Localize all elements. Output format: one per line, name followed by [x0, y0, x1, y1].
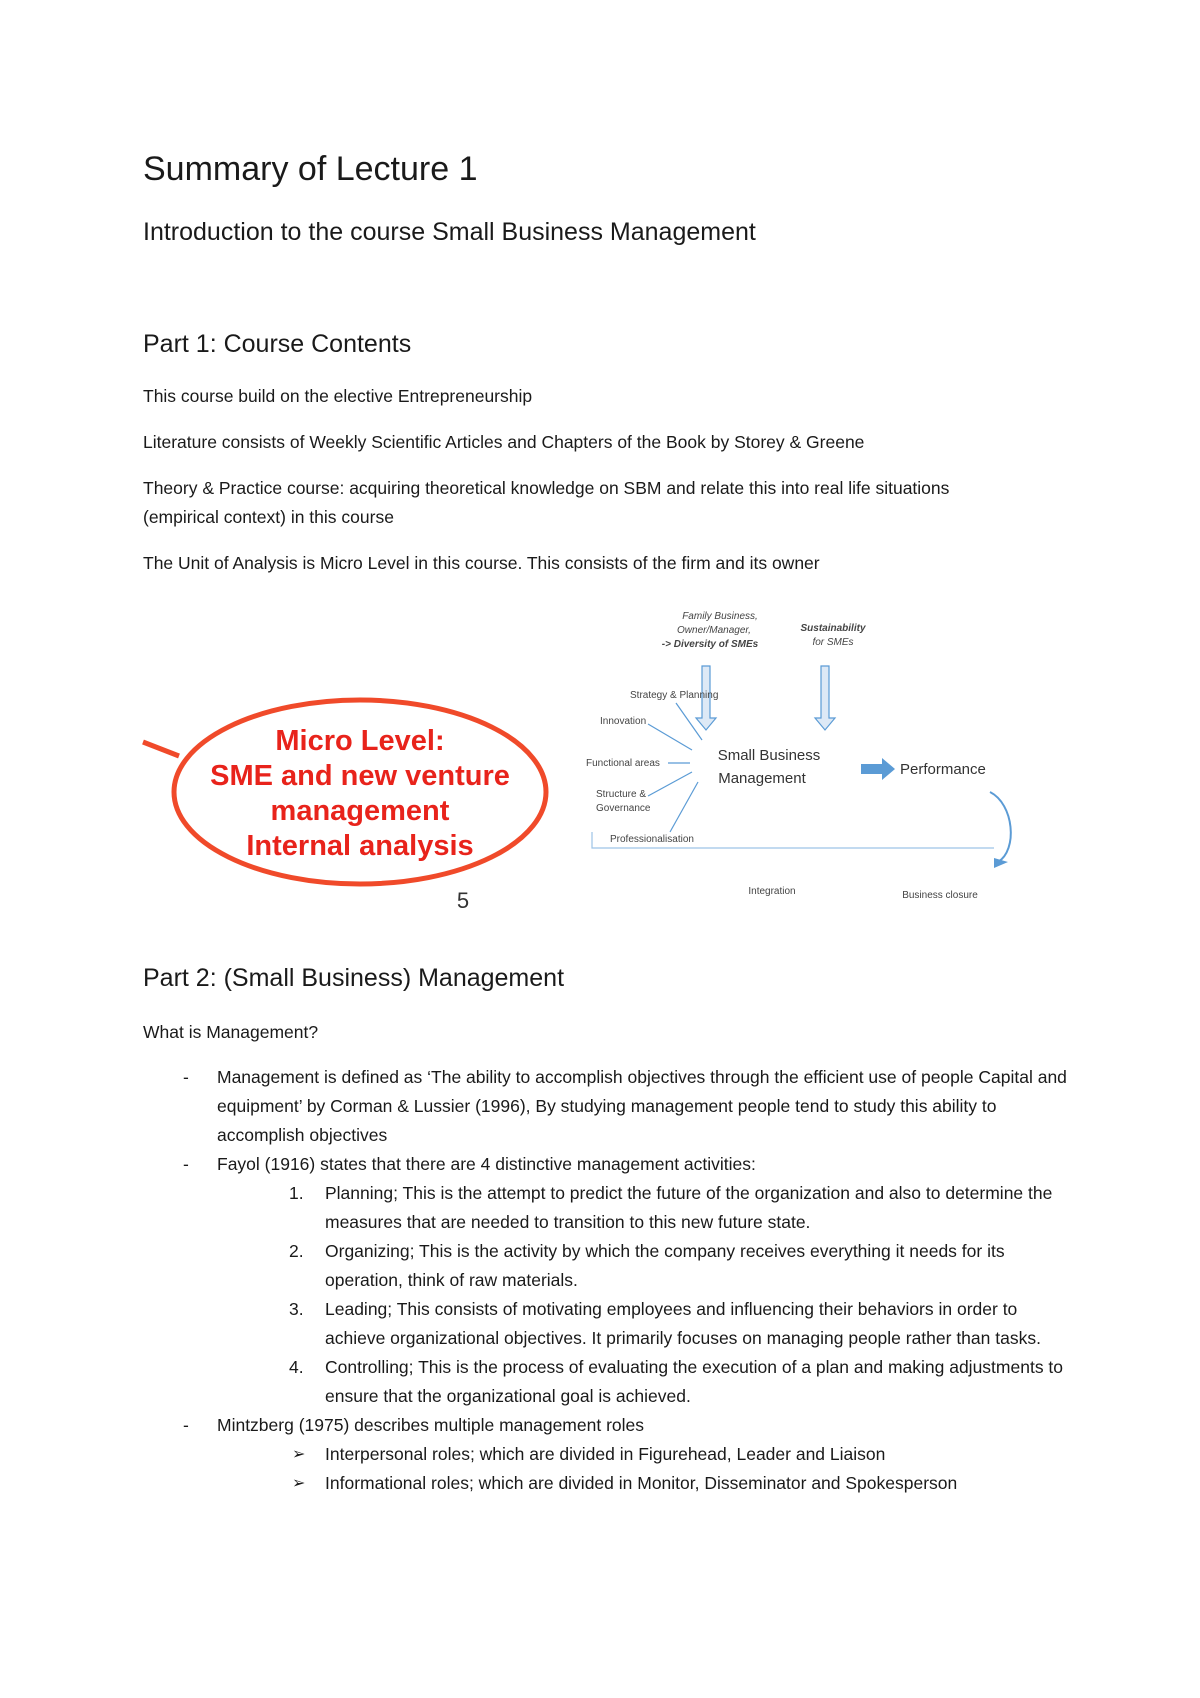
- micro-level-line: SME and new venture: [210, 760, 510, 792]
- business-closure-curve: [990, 792, 1011, 862]
- input-label: Professionalisation: [610, 834, 694, 845]
- input-arrow: [648, 772, 692, 796]
- list-item: - Management is defined as ‘The ability to accomplish objectives through the efficient use of people Capital and equipment’ by Corman & Lussier (1996), By studying management people tend to study this ability to accomplish objectives: [143, 1063, 1073, 1150]
- top-right-label: for SMEs: [812, 637, 854, 648]
- part2-list: [143, 1063, 1073, 1498]
- part1-heading: Part 1: Course Contents: [143, 330, 412, 358]
- input-label: Functional areas: [586, 758, 660, 769]
- slide-number: 5: [456, 888, 470, 913]
- fayol-item: [143, 1295, 1073, 1353]
- fayol-text: Controlling; This is the process of evaluating the execution of a plan and making adjustments to ensure that the organizational goal is achieved.: [325, 1357, 1064, 1406]
- fayol-text: Organizing; This is the activity by which the company receives everything it needs for its operation, think of raw materials.: [325, 1241, 1005, 1290]
- micro-level-line: Micro Level:: [275, 725, 445, 757]
- page-subtitle: Introduction to the course Small Business Management: [143, 218, 756, 246]
- micro-level-figure: [135, 690, 555, 930]
- down-arrow-icon: [815, 666, 835, 730]
- micro-level-line: management: [270, 795, 450, 827]
- right-arrow-icon: [861, 758, 895, 780]
- part2-question: What is Management?: [143, 1022, 319, 1042]
- performance-label: Performance: [900, 761, 986, 778]
- fayol-item: [143, 1179, 1073, 1237]
- role-text: Informational roles; which are divided in Monitor, Disseminator and Spokesperson: [325, 1473, 958, 1493]
- input-label: Innovation: [600, 716, 647, 727]
- list-item: - Fayol (1916) states that there are 4 distinctive management activities:: [143, 1150, 1073, 1179]
- top-left-label: Owner/Manager,: [677, 625, 751, 636]
- role-item: [143, 1469, 1073, 1498]
- fayol-number: 2.: [289, 1241, 304, 1261]
- sbm-center-label: Management: [718, 770, 806, 787]
- fayol-item: [143, 1353, 1073, 1411]
- sbm-center-label: Small Business: [717, 747, 821, 764]
- arrow-bullet-icon: ➢: [292, 1446, 306, 1463]
- fayol-number: 3.: [289, 1299, 304, 1319]
- part1-paragraph: Theory & Practice course: acquiring theoretical knowledge on SBM and relate this into real life situations (empirical context) in this course: [143, 478, 950, 527]
- fayol-item: [143, 1237, 1073, 1295]
- fayol-number: 4.: [289, 1357, 304, 1377]
- part1-paragraph: Literature consists of Weekly Scientific Articles and Chapters of the Book by Storey & Greene: [143, 432, 865, 452]
- sbm-diagram: [580, 600, 1040, 900]
- sbm-diagram-graphic: [580, 600, 1040, 900]
- arrow-bullet-icon: ➢: [292, 1475, 306, 1492]
- list-item: - Mintzberg (1975) describes multiple management roles: [143, 1411, 1073, 1440]
- top-right-label: Sustainability: [800, 623, 866, 634]
- top-left-label: Family Business,: [682, 611, 758, 622]
- input-arrow: [648, 724, 692, 750]
- role-item: [143, 1440, 1073, 1469]
- part1-paragraph: This course build on the elective Entrepreneurship: [143, 386, 533, 406]
- business-closure-label: Business closure: [902, 890, 978, 900]
- micro-level-line: Internal analysis: [246, 830, 474, 862]
- integration-label: Integration: [748, 886, 796, 897]
- pointer-line: [143, 742, 179, 756]
- top-left-label: -> Diversity of SMEs: [661, 639, 759, 650]
- fayol-text: Leading; This consists of motivating employees and influencing their behaviors in order to achieve organizational objectives. It primarily focuses on managing people rather than tasks.: [325, 1299, 1041, 1348]
- part1-paragraph: The Unit of Analysis is Micro Level in this course. This consists of the firm and its owner: [143, 553, 820, 573]
- input-label: Strategy & Planning: [630, 690, 719, 701]
- fayol-number: 1.: [289, 1183, 304, 1203]
- input-label: Governance: [596, 803, 651, 814]
- part2-heading: Part 2: (Small Business) Management: [143, 964, 565, 992]
- input-arrow: [676, 703, 702, 740]
- input-arrow: [670, 782, 698, 832]
- input-label: Structure &: [596, 789, 647, 800]
- role-text: Interpersonal roles; which are divided in Figurehead, Leader and Liaison: [325, 1444, 886, 1464]
- micro-level-ellipse-graphic: [135, 690, 555, 930]
- fayol-text: Planning; This is the attempt to predict the future of the organization and also to determine the measures that are needed to transition to this new future state.: [325, 1183, 1053, 1232]
- page-title: Summary of Lecture 1: [143, 150, 478, 188]
